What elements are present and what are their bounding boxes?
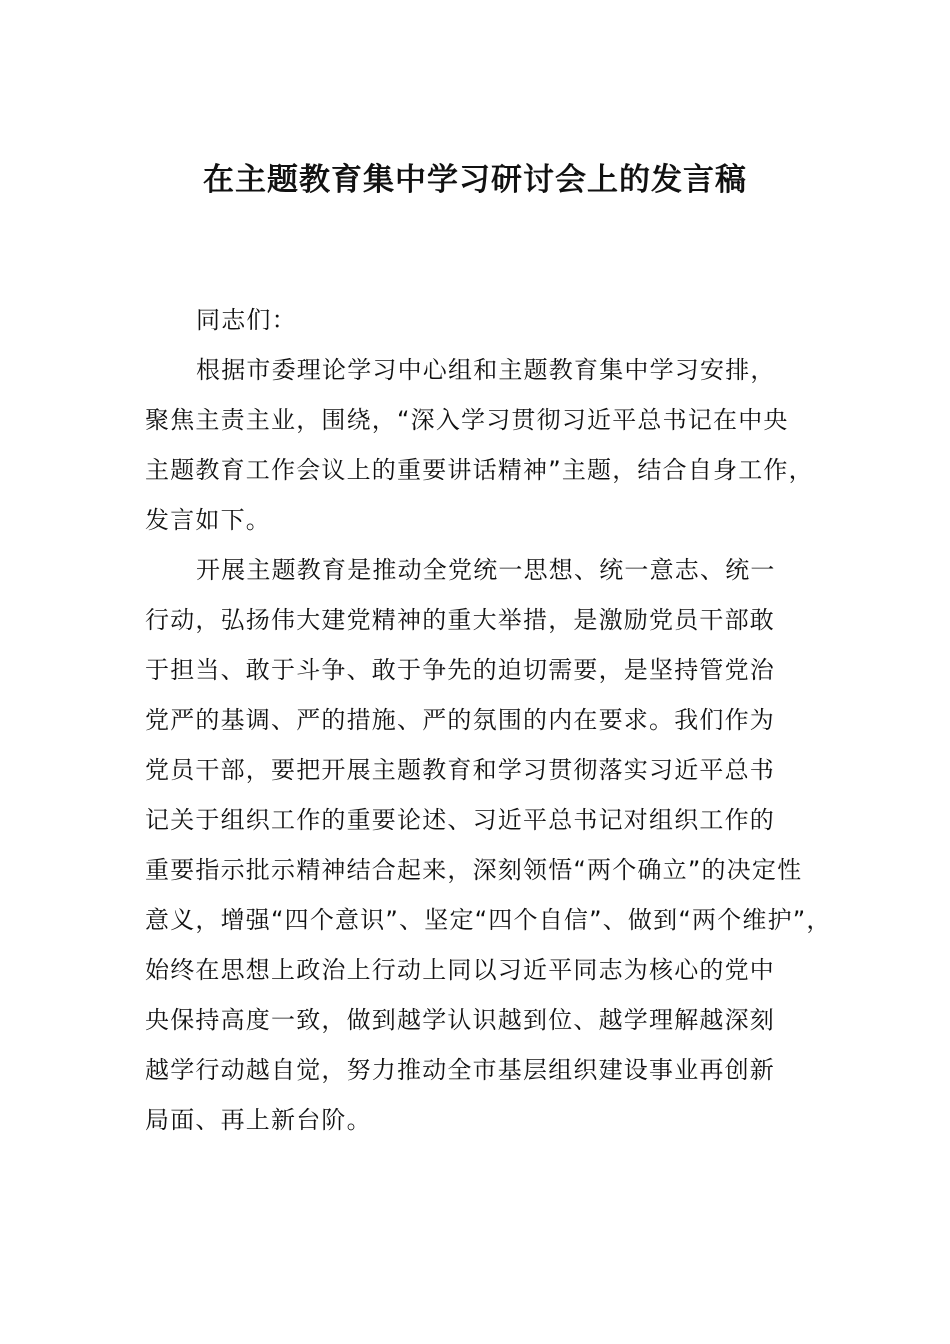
paragraph-line: 意义，增强“四个意识”、坚定“四个自信”、做到“两个维护”， xyxy=(145,906,832,934)
paragraph-line: 局面、再上新台阶。 xyxy=(145,1106,372,1134)
paragraph-1 xyxy=(145,345,845,545)
paragraph-line: 发言如下。 xyxy=(145,506,271,534)
paragraph-line: 开展主题教育是推动全党统一思想、统一意志、统一 xyxy=(196,556,776,584)
paragraph-line: 重要指示批示精神结合起来，深刻领悟“两个确立”的决定性 xyxy=(145,856,803,884)
document-body xyxy=(145,295,845,1145)
document-title: 在主题教育集中学习研讨会上的发言稿 xyxy=(203,162,747,198)
paragraph-line: 聚焦主责主业，围绕，“深入学习贯彻习近平总书记在中央 xyxy=(145,406,789,434)
paragraph-line: 党严的基调、严的措施、严的氛围的内在要求。我们作为 xyxy=(145,706,775,734)
paragraph-line: 记关于组织工作的重要论述、习近平总书记对组织工作的 xyxy=(145,806,775,834)
paragraph-line: 央保持高度一致，做到越学认识越到位、越学理解越深刻 xyxy=(145,1006,775,1034)
salutation: 同志们： xyxy=(196,306,297,334)
paragraph-line: 行动，弘扬伟大建党精神的重大举措，是激励党员干部敢 xyxy=(145,606,775,634)
paragraph-line: 根据市委理论学习中心组和主题教育集中学习安排， xyxy=(196,356,776,384)
paragraph-line: 于担当、敢于斗争、敢于争先的迫切需要，是坚持管党治 xyxy=(145,656,775,684)
paragraph-line: 党员干部，要把开展主题教育和学习贯彻落实习近平总书 xyxy=(145,756,775,784)
paragraph-2 xyxy=(145,545,845,1145)
paragraph-line: 越学行动越自觉，努力推动全市基层组织建设事业再创新 xyxy=(145,1056,775,1084)
paragraph-line: 主题教育工作会议上的重要讲话精神”主题，结合自身工作， xyxy=(145,456,814,484)
paragraph-line: 始终在思想上政治上行动上同以习近平同志为核心的党中 xyxy=(145,956,775,984)
